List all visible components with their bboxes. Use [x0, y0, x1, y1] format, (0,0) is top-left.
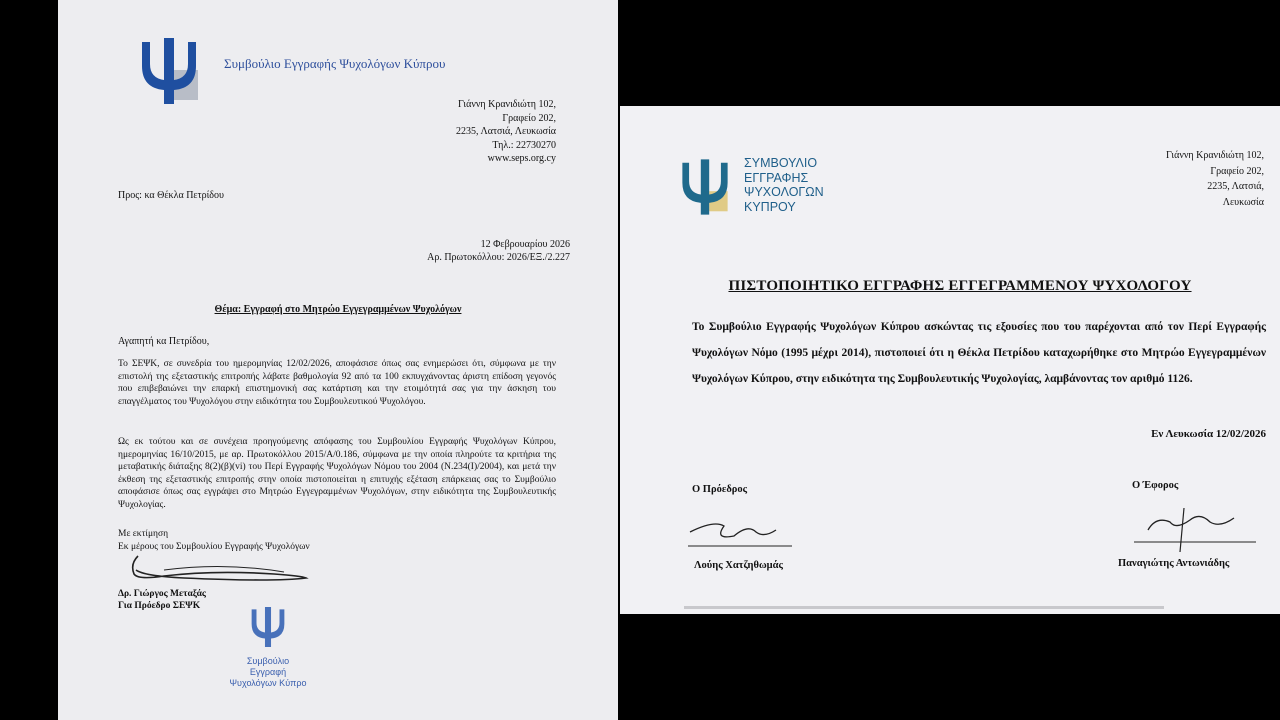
address-line: www.seps.org.cy	[487, 153, 556, 164]
recipient: Προς: κα Θέκλα Πετρίδου	[118, 190, 224, 201]
cert-org-name	[744, 156, 824, 214]
address-line: 2235, Λατσιά,	[1207, 181, 1264, 192]
address-line: Λευκωσία	[1222, 196, 1264, 208]
president-signature-icon	[684, 510, 804, 550]
sender-address	[358, 98, 556, 166]
address-line: Γιάννη Κρανιδιώτη 102,	[1165, 150, 1264, 161]
psi-logo-icon	[136, 34, 202, 108]
org-line: ΚΥΠΡΟΥ	[744, 199, 796, 214]
signature-icon	[124, 552, 314, 586]
letter-date: 12 Φεβρουαρίου 2026	[480, 239, 570, 250]
closing-line: Εκ μέρους του Συμβουλίου Εγγραφής Ψυχολόγων	[118, 542, 310, 552]
cert-title: ΠΙΣΤΟΠΟΙΗΤΙΚΟ ΕΓΓΡΑΦΗΣ ΕΓΓΕΓΡΑΜΜΕΝΟΥ ΨΥΧΟΛΟΓΟΥ	[728, 278, 1192, 294]
org-line: ΨΥΧΟΛΟΓΩΝ	[744, 185, 824, 199]
president-role: Ο Πρόεδρος	[692, 484, 748, 495]
cert-psi-logo-icon	[676, 156, 734, 218]
letter-document	[58, 0, 618, 720]
registrar-role: Ο Έφορος	[1132, 480, 1179, 491]
president-name: Λούης Χατζηθωμάς	[694, 560, 783, 571]
org-line: ΕΓΓΡΑΦΗΣ	[744, 170, 809, 185]
signer-name: Δρ. Γιώργος Μεταξάς	[118, 589, 206, 599]
registrar-name: Παναγιώτης Αντωνιάδης	[1118, 558, 1230, 569]
org-name: Συμβούλιο Εγγραφής Ψυχολόγων Κύπρου	[224, 56, 446, 71]
letter-subject: Θέμα: Εγγραφή στο Μητρώο Εγγεγραμμένων Ψυχολόγων	[214, 304, 462, 315]
certificate-document	[620, 106, 1280, 614]
address-line: 2235, Λατσιά, Λευκωσία	[456, 126, 556, 137]
signer-block	[118, 588, 206, 612]
closing	[118, 528, 310, 554]
salutation: Αγαπητή κα Πετρίδου,	[118, 336, 210, 347]
address-line: Γιάννη Κρανιδιώτη 102,	[457, 99, 556, 110]
address-line: Τηλ.: 22730270	[492, 139, 556, 151]
stamp-line: Ψυχολόγων Κύπρο	[229, 678, 307, 688]
address-line: Γραφείο 202,	[1210, 165, 1264, 177]
protocol-number: Αρ. Πρωτοκόλλου: 2026/ΕΞ./2.227	[427, 252, 570, 263]
signer-role: Για Πρόεδρο ΣΕΨΚ	[118, 601, 201, 611]
cert-place-date: Εν Λευκωσία 12/02/2026	[1151, 428, 1266, 440]
bottom-rule	[684, 606, 1164, 609]
registrar-signature-icon	[1130, 502, 1260, 556]
cert-address	[1050, 148, 1264, 210]
date-block	[338, 238, 570, 264]
org-line: ΣΥΜΒΟΥΛΙΟ	[744, 156, 818, 170]
paragraph-1: Το ΣΕΨΚ, σε συνεδρία του ημερομηνίας 12/02/2026, αποφάσισε όπως σας ενημερώσει ότι, σύμφωνα με την επιστολή της εξεταστικής επιτροπής λάβατε βαθμολογία 92 από τα 100 εκπυγχάνοντας άριστη επίδοση γεγονός που επιβεβαιώνει την επαρκή επιστημονική σας κατάρτιση και την ετοιμότητά σας για την άσκηση του επαγγέλματος του Ψυχολόγου στην ειδικότητα του Συμβουλευτικού Ψυχολόγου.	[118, 359, 556, 407]
cert-body: Το Συμβούλιο Εγγραφής Ψυχολόγων Κύπρου ασκώντας τις εξουσίες που του παρέχονται από τον Περί Εγγραφής Ψυχολόγων Νόμο (1995 μέχρι 2014), πιστοποιεί ότι η Θέκλα Πετρίδου καταχωρήθηκε στο Μητρώο Εγγεγραμμένων Ψυχολόγων Κύπρου, στην ειδικότητα της Συμβουλευτικής Ψυχολογίας, λαμβάνοντας τον αριθμό 1126.	[692, 321, 1266, 385]
stamp-psi-icon	[248, 604, 288, 650]
stamp-line: Συμβούλιο Εγγραφή	[246, 656, 290, 677]
stamp-text	[228, 656, 308, 689]
paragraph-2: Ως εκ τούτου και σε συνέχεια προηγούμενης απόφασης του Συμβουλίου Εγγραφής Ψυχολόγων Κύπρου, ημερομηνίας 16/10/2015, με αρ. Πρωτοκόλλου 2015/Α/0.186, σύμφωνα με την οποία πληρούτε τα κριτήρια της μεταβατικής διάταξης 8(2)(β)(vi) του Περί Εγγραφής Ψυχολόγων Νόμου του 2004 (Ν.234(Ι)/2004), και μετά την έκθεση της εξεταστικής επιτροπής στην οποία πιστοποιείται η επιτυχής εξέταση επάρκειας σας το Συμβούλιο αποφάσισε όπως σας εγγράψει στο Μητρώο Εγγεγραμμένων Ψυχολόγων, στην ειδικότητα της Συμβουλευτικής Ψυχολογίας.	[118, 437, 556, 510]
address-line: Γραφείο 202,	[502, 112, 556, 124]
closing-line: Με εκτίμηση	[118, 529, 169, 539]
